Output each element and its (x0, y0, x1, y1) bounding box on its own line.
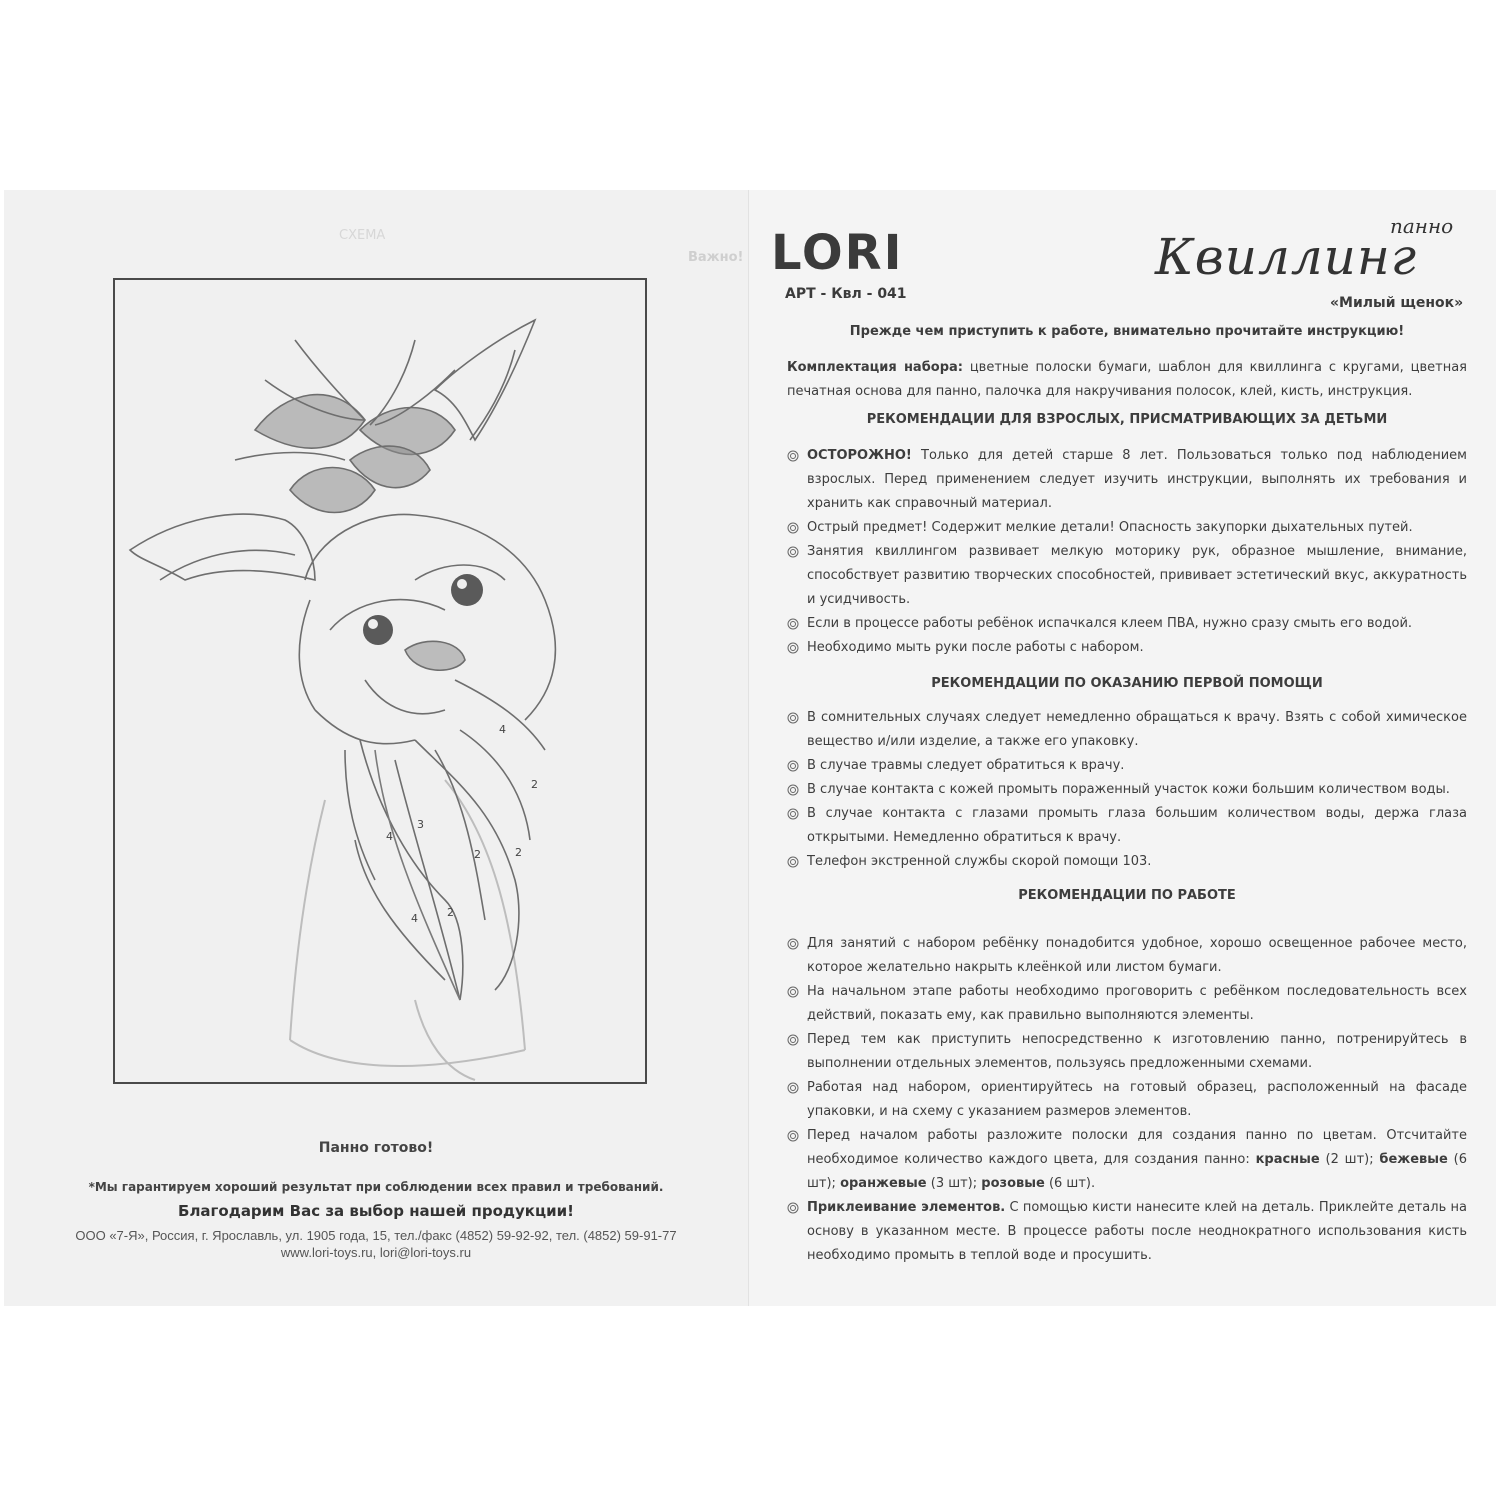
kit-contents (787, 356, 1467, 404)
list-item-text: В сомнительных случаях следует немедленно обращаться к врачу. Взять с собой химическое вещество и/или изделие, а также его упаковку. (807, 710, 1467, 749)
spiral-bullet-icon (787, 1082, 799, 1094)
product-subtitle: «Милый щенок» (1330, 295, 1464, 311)
list-item (787, 1196, 1467, 1268)
color-orange-count: (3 шт); (926, 1176, 982, 1191)
list-item (787, 980, 1467, 1028)
color-beige-label: бежевые (1379, 1152, 1448, 1167)
scheme-number: 2 (447, 906, 454, 919)
spiral-bullet-icon (787, 856, 799, 868)
list-item (787, 1076, 1467, 1124)
list-item-text: Для занятий с набором ребёнку понадобится удобное, хорошо освещенное рабочее место, которое желательно накрыть клеёнкой или листом бумаги. (807, 936, 1467, 975)
spiral-bullet-icon (787, 808, 799, 820)
list-item-text: На начальном этапе работы необходимо проговорить с ребёнком последовательность всех действий, показать ему, как правильно выполняются элементы. (807, 984, 1467, 1023)
spiral-bullet-icon (787, 760, 799, 772)
list-item (787, 754, 1467, 778)
list-item-text: Перед тем как приступить непосредственно к изготовлению панно, потренируйтесь в выполнении отдельных элементов, пользуясь предложенными схемами. (807, 1032, 1467, 1071)
list-item-text: В случае травмы следует обратиться к врачу. (807, 758, 1125, 773)
warning-bold: ОСТОРОЖНО! (807, 448, 912, 463)
list-item-text: Телефон экстренной службы скорой помощи 103. (807, 854, 1152, 869)
list-item-text: Необходимо мыть руки после работы с набором. (807, 640, 1144, 655)
left-page (4, 190, 749, 1306)
list-item-text: Острый предмет! Содержит мелкие детали! Опасность закупорки дыхательных путей. (807, 520, 1413, 535)
color-beige-count: (6 шт); (807, 1152, 1467, 1191)
color-pink-count: (6 шт). (1044, 1176, 1096, 1191)
list-item (787, 1124, 1467, 1196)
color-orange-label: оранжевые (840, 1176, 927, 1191)
color-red-count: (2 шт); (1319, 1152, 1380, 1167)
panno-label: панно (1390, 214, 1454, 238)
kit-text: цветные полоски бумаги, шаблон для квиллинга с кругами, цветная печатная основа для панно, палочка для накручивания полосок, клей, кисть, инструкция. (787, 360, 1467, 399)
spiral-bullet-icon (787, 1034, 799, 1046)
website-info: www.lori-toys.ru, lori@lori-toys.ru (280, 1245, 472, 1260)
intro-line: Прежде чем приступить к работе, внимательно прочитайте инструкцию! (849, 324, 1405, 339)
list-item-text: Занятия квиллингом развивает мелкую моторику рук, образное мышление, внимание, способствует развитию творческих способностей, прививает эстетический вкус, аккуратность и усидчивость. (807, 544, 1467, 607)
spiral-bullet-icon (787, 712, 799, 724)
spiral-bullet-icon (787, 986, 799, 998)
list-item (787, 612, 1467, 636)
spiral-bullet-icon (787, 618, 799, 630)
scheme-number: 4 (411, 912, 418, 925)
list-item-text: Если в процессе работы ребёнок испачкался клеем ПВА, нужно сразу смыть его водой. (807, 616, 1413, 631)
color-pink-label: розовые (981, 1176, 1045, 1191)
spiral-bullet-icon (787, 938, 799, 950)
list-item (787, 1028, 1467, 1076)
brand-logo: LORI (771, 225, 904, 281)
thanks-message: Благодарим Вас за выбор нашей продукции! (178, 1202, 574, 1220)
scheme-number: 2 (531, 778, 538, 791)
list-item (787, 932, 1467, 980)
scheme-frame (113, 278, 647, 1084)
list-item (787, 802, 1467, 850)
list-item-text: Перед началом работы разложите полоски для создания панно по цветам. Отсчитайте необходимое количество каждого цвета, для создания панно: (807, 1128, 1467, 1167)
list-item (787, 636, 1467, 660)
list-item-text: С помощью кисти нанесите клей на деталь. Приклейте деталь на основу в указанном месте. В процессе работы после неоднократного использования кисть необходимо промыть в теплой воде и просушить. (807, 1200, 1467, 1263)
spiral-bullet-icon (787, 1202, 799, 1214)
list-item-text: В случае контакта с кожей промыть пораженный участок кожи большим количеством воды. (807, 782, 1450, 797)
kit-label: Комплектация набора: (787, 360, 963, 375)
spiral-bullet-icon (787, 546, 799, 558)
list-item (787, 516, 1467, 540)
ready-caption: Панно готово! (318, 1140, 434, 1156)
article-number: АРТ - Квл - 041 (785, 286, 907, 302)
scheme-number: 3 (417, 818, 424, 831)
ghost-important: Важно! (688, 250, 744, 265)
puppy-scheme-drawing (115, 280, 645, 1082)
spiral-bullet-icon (787, 642, 799, 654)
instructions-text (787, 320, 1467, 1268)
list-item (787, 778, 1467, 802)
product-title: Квиллинг (1155, 228, 1418, 286)
scheme-number: 2 (515, 846, 522, 859)
gluing-bold: Приклеивание элементов. (807, 1200, 1006, 1215)
section-title-adults: РЕКОМЕНДАЦИИ ДЛЯ ВЗРОСЛЫХ, ПРИСМАТРИВАЮЩИХ ЗА ДЕТЬМИ (866, 412, 1388, 427)
color-red-label: красные (1255, 1152, 1320, 1167)
list-item-text: Работая над набором, ориентируйтесь на готовый образец, расположенный на фасаде упаковки, и на схему с указанием размеров элементов. (807, 1080, 1467, 1119)
spiral-bullet-icon (787, 522, 799, 534)
list-item (787, 850, 1467, 874)
spiral-bullet-icon (787, 784, 799, 796)
list-item (787, 706, 1467, 754)
spiral-bullet-icon (787, 1130, 799, 1142)
list-item-text: В случае контакта с глазами промыть глаза большим количеством воды, держа глаза открытыми. Немедленно обратиться к врачу. (807, 806, 1467, 845)
ghost-title: СХЕМА (339, 228, 386, 243)
scheme-number: 2 (474, 848, 481, 861)
list-item (787, 444, 1467, 516)
guarantee-note: *Мы гарантируем хороший результат при соблюдении всех правил и требований. (88, 1180, 664, 1194)
spiral-bullet-icon (787, 450, 799, 462)
company-info: ООО «7-Я», Россия, г. Ярославль, ул. 1905 года, 15, тел./факс (4852) 59-92-92, тел. (4852) 59-91-77 (75, 1228, 677, 1243)
section-title-work: РЕКОМЕНДАЦИИ ПО РАБОТЕ (1018, 888, 1236, 903)
list-item-text: Только для детей старше 8 лет. Пользоваться только под наблюдением взрослых. Перед применением следует изучить инструкции, выполнять их требования и хранить как справочный материал. (807, 448, 1467, 511)
scheme-number: 4 (386, 830, 393, 843)
list-item (787, 540, 1467, 612)
scheme-number: 4 (499, 723, 506, 736)
section-title-first-aid: РЕКОМЕНДАЦИИ ПО ОКАЗАНИЮ ПЕРВОЙ ПОМОЩИ (931, 676, 1323, 691)
